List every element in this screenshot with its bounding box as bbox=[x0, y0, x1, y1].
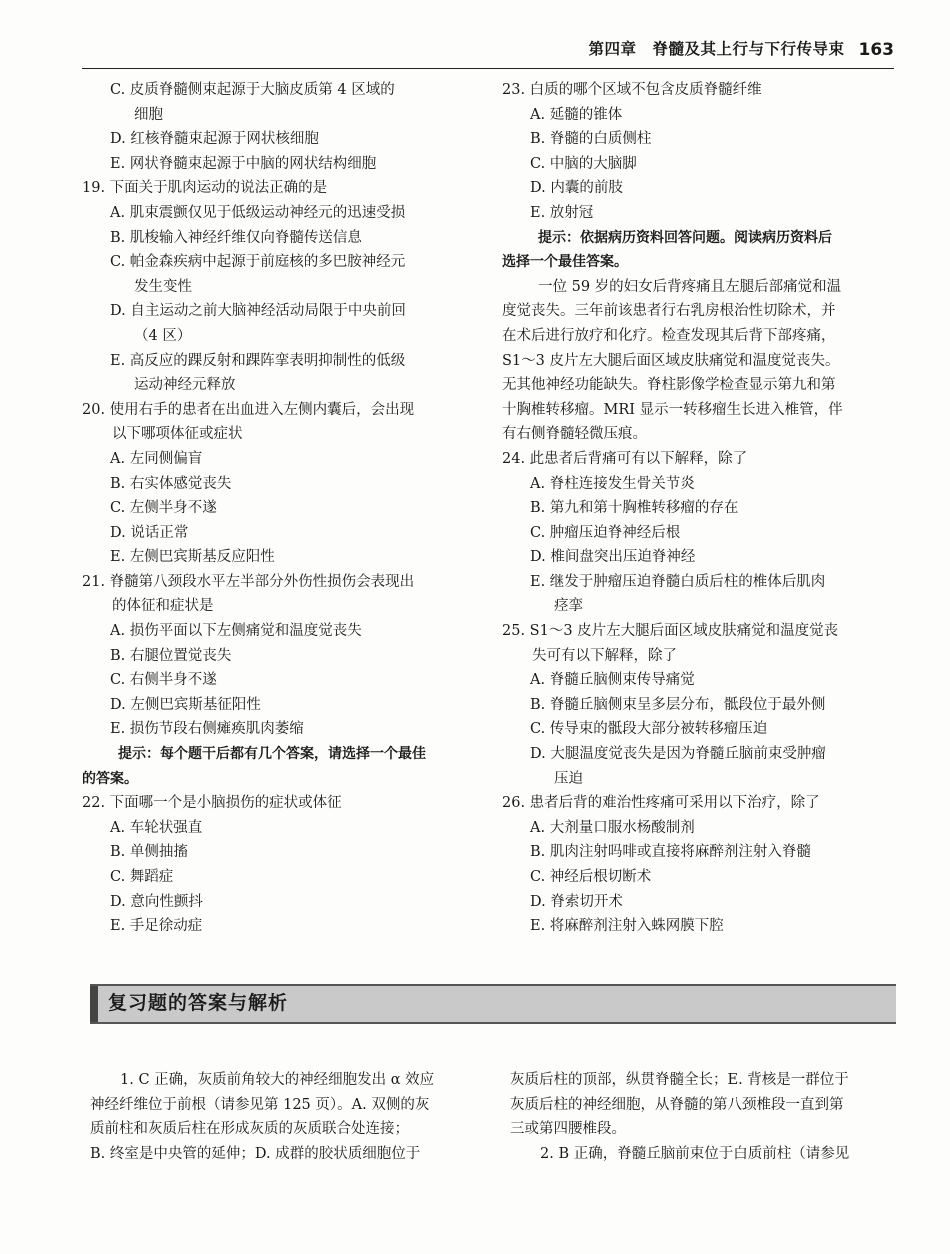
text-line: C. 肿瘤压迫脊神经后根 bbox=[530, 524, 681, 541]
text-line: （4 区） bbox=[134, 327, 192, 344]
text-line: E. 损伤节段右侧瘫痪肌肉萎缩 bbox=[110, 721, 304, 738]
page-header bbox=[82, 34, 894, 69]
text-line: 痉挛 bbox=[554, 598, 583, 615]
text-line: 压迫 bbox=[554, 770, 583, 787]
text-line: A. 脊柱连接发生骨关节炎 bbox=[530, 475, 695, 492]
text-line: B. 右腿位置觉丧失 bbox=[110, 647, 232, 664]
text-line: 神经纤维位于前根（请参见第 125 页）。A. 双侧的灰 bbox=[90, 1096, 430, 1113]
text-line: 以下哪项体征或症状 bbox=[112, 426, 243, 443]
text-line: D. 说话正常 bbox=[110, 524, 189, 541]
text-line: E. 手足徐动症 bbox=[110, 918, 203, 935]
text-line: 提示：依据病历资料回答问题。阅读病历资料后 bbox=[538, 229, 832, 246]
text-line: D. 内囊的前肢 bbox=[530, 180, 623, 197]
text-line: B. 右实体感觉丧失 bbox=[110, 475, 232, 492]
text-line: 23. 白质的哪个区域不包含皮质脊髓纤维 bbox=[502, 82, 762, 98]
text-line: D. 意向性颤抖 bbox=[110, 893, 203, 910]
text-line: E. 高反应的踝反射和踝阵挛表明抑制性的低级 bbox=[110, 352, 406, 369]
text-line: C. 皮质脊髓侧束起源于大脑皮质第 4 区域的 bbox=[110, 82, 395, 98]
text-line: 灰质后柱的顶部，纵贯脊髓全长；E. 背核是一群位于 bbox=[510, 1072, 849, 1088]
text-line: C. 帕金森疾病中起源于前庭核的多巴胺神经元 bbox=[110, 254, 406, 271]
text-line: 19. 下面关于肌肉运动的说法正确的是 bbox=[82, 180, 328, 197]
text-line: 在术后进行放疗和化疗。检查发现其后背下部疼痛， bbox=[502, 327, 836, 344]
text-line: B. 肌肉注射吗啡或直接将麻醉剂注射入脊髓 bbox=[530, 844, 811, 861]
text-line: D. 自主运动之前大脑神经活动局限于中央前回 bbox=[110, 303, 406, 320]
text-line: 一位 59 岁的妇女后背疼痛且左腿后部痛觉和温 bbox=[538, 278, 842, 295]
text-line: 25. S1～3 皮片左大腿后面区域皮肤痛觉和温度觉丧 bbox=[502, 623, 839, 640]
text-line: A. 脊髓丘脑侧束传导痛觉 bbox=[530, 672, 695, 689]
text-line: A. 车轮状强直 bbox=[110, 819, 203, 836]
left-column bbox=[82, 78, 478, 939]
text-line: A. 左同侧偏盲 bbox=[110, 450, 203, 467]
text-line: D. 红核脊髓束起源于网状核细胞 bbox=[110, 131, 319, 148]
page-number: 163 bbox=[858, 40, 894, 61]
text-line: 21. 脊髓第八颈段水平左半部分外伤性损伤会表现出 bbox=[82, 573, 415, 590]
text-line: B. 单侧抽搐 bbox=[110, 844, 188, 861]
chapter-title: 第四章 脊髓及其上行与下行传导束 bbox=[588, 40, 845, 59]
text-line: B. 脊髓丘脑侧束呈多层分布，骶段位于最外侧 bbox=[530, 696, 826, 713]
text-line: E. 将麻醉剂注射入蛛网膜下腔 bbox=[530, 918, 724, 935]
text-line: 十胸椎转移瘤。MRI 显示一转移瘤生长进入椎管，伴 bbox=[502, 401, 843, 418]
text-line: C. 舞蹈症 bbox=[110, 869, 174, 885]
text-line: E. 放射冠 bbox=[530, 204, 594, 221]
text-line: 细胞 bbox=[134, 106, 163, 123]
text-line: D. 大腿温度觉丧失是因为脊髓丘脑前束受肿瘤 bbox=[530, 746, 826, 763]
text-line: C. 右侧半身不遂 bbox=[110, 672, 217, 689]
text-line: C. 传导束的骶段大部分被转移瘤压迫 bbox=[530, 721, 768, 738]
text-line: A. 肌束震颤仅见于低级运动神经元的迅速受损 bbox=[110, 204, 406, 221]
text-line: 质前柱和灰质后柱在形成灰质的灰质联合处连接； bbox=[90, 1121, 409, 1138]
text-line: B. 终室是中央管的延伸；D. 成群的胶状质细胞位于 bbox=[90, 1145, 421, 1162]
text-line: D. 左侧巴宾斯基征阳性 bbox=[110, 696, 261, 713]
text-line: 2. B 正确，脊髓丘脑前束位于白质前柱（请参见 bbox=[540, 1145, 850, 1162]
text-line: 的答案。 bbox=[82, 770, 138, 787]
text-line: 1. C 正确，灰质前角较大的神经细胞发出 α 效应 bbox=[120, 1072, 435, 1088]
text-line: 有右侧脊髓轻微压痕。 bbox=[502, 426, 647, 443]
right-column bbox=[502, 78, 896, 939]
text-line: 提示：每个题干后都有几个答案，请选择一个最佳 bbox=[118, 746, 426, 763]
text-line: 灰质后柱的神经细胞，从脊髓的第八颈椎段一直到第 bbox=[510, 1096, 844, 1113]
text-line: 失可有以下解释，除了 bbox=[532, 647, 677, 664]
text-line: 选择一个最佳答案。 bbox=[502, 254, 628, 271]
text-line: B. 第九和第十胸椎转移瘤的存在 bbox=[530, 500, 739, 517]
text-line: A. 延髓的锥体 bbox=[530, 106, 623, 123]
text-line: D. 椎间盘突出压迫脊神经 bbox=[530, 549, 696, 566]
text-line: B. 脊髓的白质侧柱 bbox=[530, 131, 652, 148]
section-title: 复习题的答案与解析 bbox=[108, 992, 289, 1014]
text-line: E. 继发于肿瘤压迫脊髓白质后柱的椎体后肌肉 bbox=[530, 573, 826, 590]
text-line: A. 大剂量口服水杨酸制剂 bbox=[530, 819, 695, 836]
text-line: E. 左侧巴宾斯基反应阳性 bbox=[110, 549, 275, 566]
text-line: S1～3 皮片左大腿后面区域皮肤痛觉和温度觉丧失。 bbox=[502, 352, 840, 369]
text-line: 发生变性 bbox=[134, 278, 192, 295]
text-line: 运动神经元释放 bbox=[134, 377, 236, 394]
text-line: 22. 下面哪一个是小脑损伤的症状或体征 bbox=[82, 795, 342, 812]
text-line: 20. 使用右手的患者在出血进入左侧内囊后，会出现 bbox=[82, 401, 415, 418]
section-header-bar bbox=[90, 984, 896, 1024]
text-line: C. 左侧半身不遂 bbox=[110, 500, 217, 517]
text-line: 三或第四腰椎段。 bbox=[510, 1121, 626, 1138]
text-line: E. 网状脊髓束起源于中脑的网状结构细胞 bbox=[110, 155, 377, 172]
text-line: 26. 患者后背的难治性疼痛可采用以下治疗，除了 bbox=[502, 795, 820, 812]
text-line: B. 肌梭输入神经纤维仅向脊髓传送信息 bbox=[110, 229, 362, 246]
text-line: C. 神经后根切断术 bbox=[530, 869, 652, 885]
text-line: D. 脊索切开术 bbox=[530, 893, 623, 910]
text-line: 无其他神经功能缺失。脊柱影像学检查显示第九和第 bbox=[502, 377, 836, 394]
text-line: 的体征和症状是 bbox=[112, 598, 214, 615]
text-line: 度觉丧失。三年前该患者行右乳房根治性切除术，并 bbox=[502, 303, 836, 320]
answers-right-column bbox=[510, 1068, 902, 1166]
text-line: C. 中脑的大脑脚 bbox=[530, 155, 637, 172]
text-line: A. 损伤平面以下左侧痛觉和温度觉丧失 bbox=[110, 623, 362, 640]
text-line: 24. 此患者后背痛可有以下解释，除了 bbox=[502, 450, 748, 467]
answers-left-column bbox=[90, 1068, 480, 1166]
